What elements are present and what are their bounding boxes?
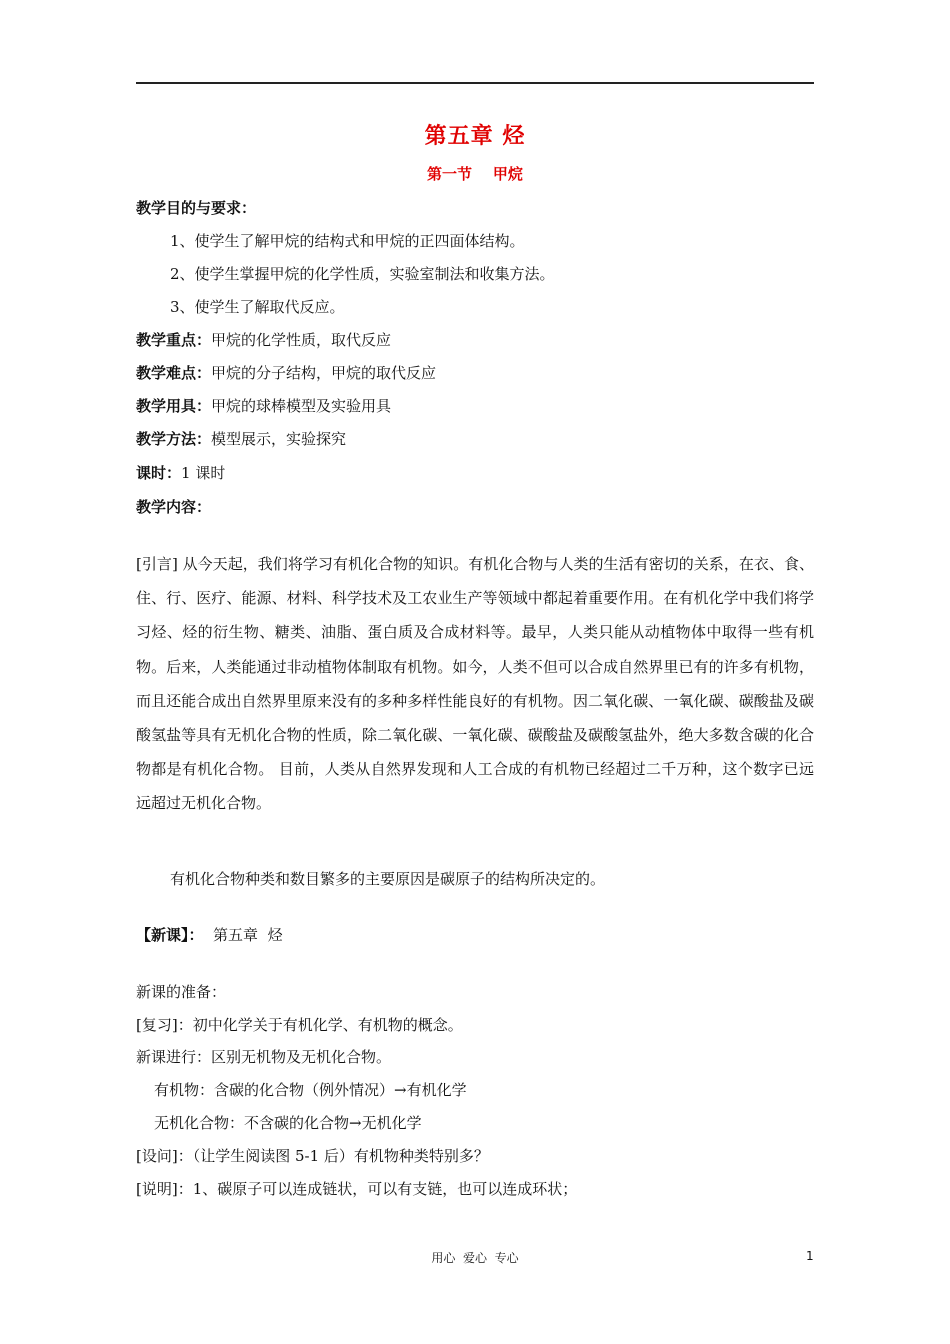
- content-label: 教学内容：: [136, 498, 212, 516]
- chapter-title: 第五章 烃: [424, 124, 526, 149]
- key-points-label: 教学重点：: [136, 331, 212, 349]
- tools-label: 教学用具：: [136, 397, 212, 415]
- objectives-label: 教学目的与要求：: [136, 199, 257, 217]
- lesson-line: 无机化合物：不含碳的化合物→无机化学: [154, 1114, 422, 1132]
- lesson-line: [说明]：1、碳原子可以连成链状，可以有支链，也可以连成环状；: [136, 1180, 578, 1198]
- page-footer: 用心 爱心 专心: [431, 1251, 519, 1265]
- page-number: 1: [806, 1249, 814, 1263]
- methods-label: 教学方法：: [136, 430, 212, 448]
- objective-item: 1、使学生了解甲烷的结构式和甲烷的正四面体结构。: [170, 232, 525, 250]
- difficulties-row: [136, 363, 436, 383]
- section-title: 第一节 甲烷: [427, 165, 523, 183]
- hours-row: [136, 463, 225, 483]
- hours-text: 1 课时: [181, 464, 226, 482]
- reason-paragraph: 有机化合物种类和数目繁多的主要原因是碳原子的结构所决定的。: [170, 870, 606, 888]
- lesson-line: 新课进行：区别无机物及无机化合物。: [136, 1048, 392, 1066]
- lesson-line: 有机物：含碳的化合物（例外情况）→有机化学: [154, 1081, 467, 1099]
- tools-row: [136, 396, 391, 416]
- methods-row: [136, 429, 346, 449]
- hours-label: 课时：: [136, 464, 182, 482]
- lesson-line: [复习]：初中化学关于有机化学、有机物的概念。: [136, 1016, 463, 1034]
- lesson-line: [设问]：（让学生阅读图 5-1 后）有机物种类特别多？: [136, 1147, 489, 1165]
- new-lesson-row: [136, 925, 283, 945]
- objective-item: 2、使学生掌握甲烷的化学性质，实验室制法和收集方法。: [170, 265, 555, 283]
- key-points-row: [136, 330, 391, 350]
- header-rule: [136, 82, 814, 84]
- methods-text: 模型展示，实验探究: [211, 430, 347, 448]
- tools-text: 甲烷的球棒模型及实验用具: [211, 397, 392, 415]
- new-lesson-label: 【新课】：: [136, 926, 204, 944]
- new-lesson-text: 第五章 烃: [203, 926, 283, 944]
- lesson-line: 新课的准备：: [136, 983, 227, 1001]
- intro-paragraph: [引言] 从今天起，我们将学习有机化合物的知识。有机化合物与人类的生活有密切的关系，在衣、食、住、行、医疗、能源、材料、科学技术及工农业生产等领域中都起着重要作用。在有机化学中我们将学习烃、烃的衍生物、糖类、油脂、蛋白质及合成材料等。最早，人类只能从动植物体中取得一些有机物。后来，人类能通过非动植物体制取有机物。如今，人类不但可以合成自然界里已有的许多有机物，而且还能合成出自然界里原来没有的多种多样性能良好的有机物。因二氧化碳、一氧化碳、碳酸盐及碳酸氢盐等具有无机化合物的性质，除二氧化碳、一氧化碳、碳酸盐及碳酸氢盐外，绝大多数含碳的化合物都是有机化合物。 目前，人类从自然界发现和人工合成的有机物已经超过二千万种，这个数字已远远超过无机化合物。: [136, 555, 814, 813]
- objective-item: 3、使学生了解取代反应。: [170, 298, 345, 316]
- key-points-text: 甲烷的化学性质，取代反应: [211, 331, 392, 349]
- difficulties-text: 甲烷的分子结构，甲烷的取代反应: [211, 364, 437, 382]
- difficulties-label: 教学难点：: [136, 364, 212, 382]
